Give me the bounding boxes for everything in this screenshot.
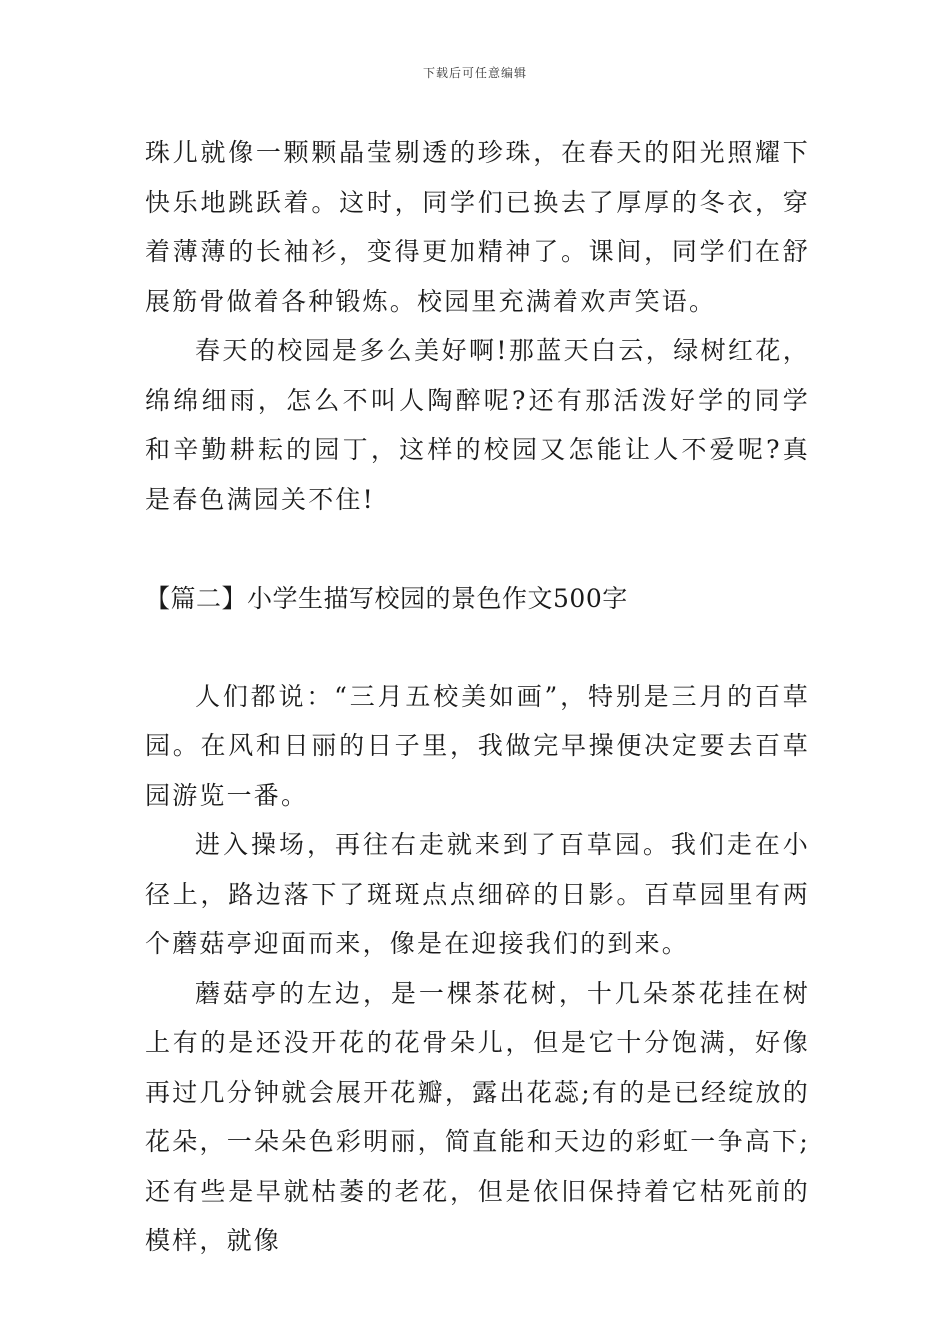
paragraph: 蘑菇亭的左边，是一棵茶花树，十几朵茶花挂在树上有的是还没开花的花骨朵儿，但是它十分饱满，好像再过几分钟就会展开花瓣，露出花蕊;有的是已经绽放的花朵，一朵朵色彩明丽，简直能和天边的彩虹一争高下;还有些是早就枯萎的老花，但是依旧保持着它枯死前的模样，就像 [145, 978, 810, 1255]
section-title: 【篇二】小学生描写校园的景色作文500字 [145, 584, 628, 613]
paragraph: 进入操场，再往右走就来到了百草园。我们走在小径上，路边落下了斑斑点点细碎的日影。百草园里有两个蘑菇亭迎面而来，像是在迎接我们的到来。 [145, 830, 810, 958]
paragraph: 人们都说：“三月五校美如画”，特别是三月的百草园。在风和日丽的日子里，我做完早操便决定要去百草园游览一番。 [145, 681, 810, 810]
paragraph: 珠儿就像一颗颗晶莹剔透的珍珠，在春天的阳光照耀下快乐地跳跃着。这时，同学们已换去了厚厚的冬衣，穿着薄薄的长袖衫，变得更加精神了。课间，同学们在舒展筋骨做着各种锻炼。校园里充满着欢声笑语。 [145, 138, 810, 316]
paragraph: 春天的校园是多么美好啊!那蓝天白云，绿树红花，绵绵细雨，怎么不叫人陶醉呢?还有那活泼好学的同学和辛勤耕耘的园丁，这样的校园又怎能让人不爱呢?真是春色满园关不住! [145, 336, 810, 514]
page-header: 下载后可任意编辑 [422, 66, 527, 80]
document-body [145, 128, 810, 1266]
